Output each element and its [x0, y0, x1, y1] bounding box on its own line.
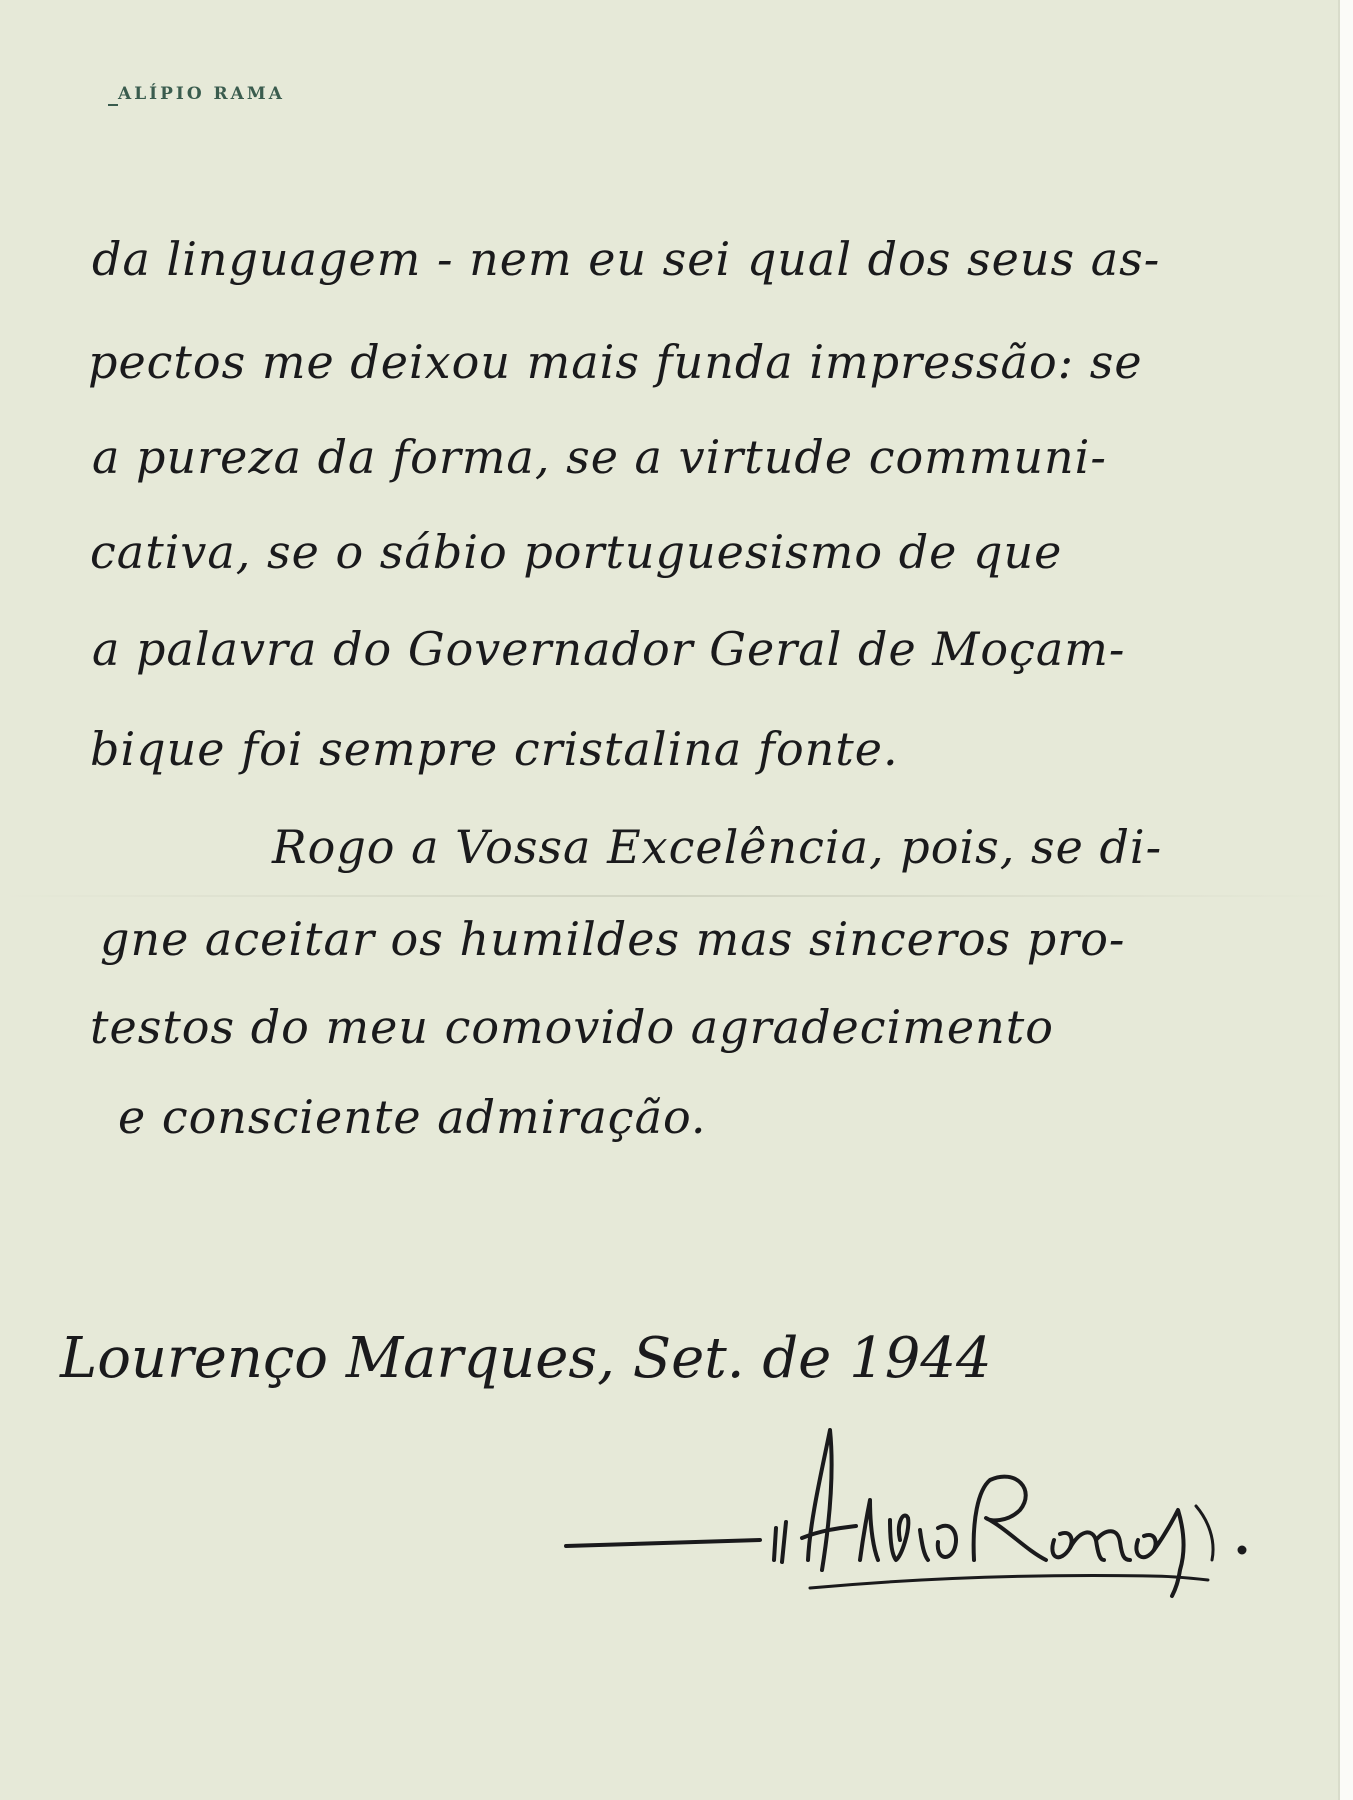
- page-edge: [1340, 0, 1353, 1800]
- letter-line-8: gne aceitar os humildes mas sinceros pro-: [100, 912, 1126, 966]
- letter-line-1: da linguagem - nem eu sei qual dos seus as-: [92, 232, 1161, 286]
- letter-line-7: Rogo a Vossa Excelência, pois, se di-: [272, 820, 1163, 874]
- letter-line-3: a pureza da forma, se a virtude communi-: [92, 430, 1107, 484]
- letterhead-rule: [108, 104, 118, 106]
- letter-line-2: pectos me deixou mais funda impressão: se: [88, 335, 1143, 389]
- letter-line-9: testos do meu comovido agradecimento: [90, 1000, 1054, 1054]
- paper-fold-crease: [0, 895, 1340, 897]
- letter-line-10: e consciente admiração.: [118, 1090, 707, 1144]
- letter-line-5: a palavra do Governador Geral de Moçam-: [92, 622, 1126, 676]
- letterhead-name: ALÍPIO RAMA: [118, 84, 285, 104]
- letter-line-6: bique foi sempre cristalina fonte.: [90, 722, 899, 776]
- letter-line-4: cativa, se o sábio portuguesismo de que: [90, 525, 1063, 579]
- place-and-date: Lourenço Marques, Set. de 1944: [60, 1326, 992, 1391]
- handwritten-signature: [560, 1410, 1320, 1610]
